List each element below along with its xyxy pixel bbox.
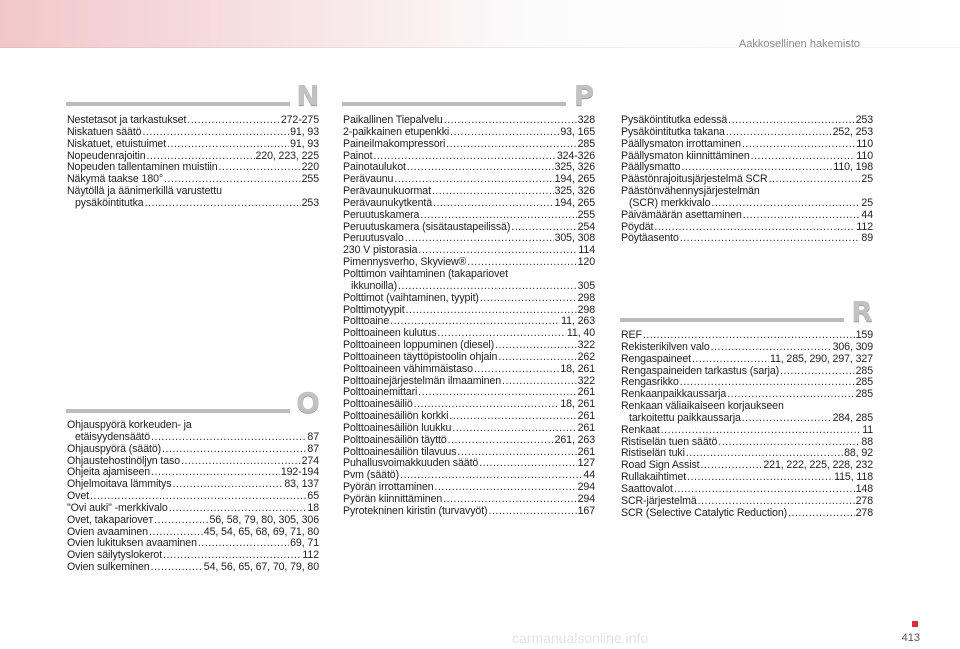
- index-entry-pages: 285: [855, 364, 873, 377]
- index-entry-pages: 167: [577, 504, 595, 517]
- leader-dots: [172, 479, 283, 491]
- leader-dots: [661, 425, 861, 437]
- index-entry-title: Perävaunukytkentä: [343, 196, 432, 209]
- index-entry-pages: 83, 137: [284, 478, 319, 491]
- index-entry-title: Pyörän irrottaminen: [343, 481, 434, 494]
- index-entry-title: Ohjelmoitava lämmitys: [67, 478, 172, 491]
- index-entry-title: Renkaan väliaikaiseen korjaukseen: [621, 400, 784, 413]
- leader-dots: [680, 233, 861, 245]
- index-entry-title: Pvm (säätö): [343, 469, 400, 482]
- index-entry-pages: 11, 40: [566, 327, 595, 340]
- index-entry-title: tarkoitettu paikkaussarja: [629, 411, 741, 424]
- leader-dots: [169, 503, 307, 515]
- leader-dots: [433, 198, 554, 210]
- index-entry: [343, 506, 595, 518]
- index-entry-pages: 25: [861, 173, 873, 186]
- section-heading-p: [342, 79, 598, 112]
- index-entry-pages: 87: [307, 442, 319, 455]
- index-entry-title: Nopeudenrajoitin: [67, 149, 146, 162]
- leader-dots: [498, 352, 576, 364]
- index-entry-pages: 110, 198: [833, 161, 873, 174]
- index-entry-title: Pysäköintitutka takana: [621, 125, 725, 138]
- index-entry: [343, 139, 595, 151]
- index-entry-title: Polttoaineen vähimmäistaso: [343, 362, 473, 375]
- index-entry-title: Rengaspaineiden tarkastus (sarja): [621, 364, 780, 377]
- index-entry-pages: 148: [855, 482, 873, 495]
- section-letter-n: N: [296, 79, 320, 112]
- index-entry-title: Polttoainesäiliön luukku: [343, 421, 452, 434]
- index-entry-title: Päällysmaton irrottaminen: [621, 137, 741, 150]
- index-entry-pages: 324-326: [556, 149, 595, 162]
- index-entry-pages: 305: [577, 279, 595, 292]
- index-entry: [343, 423, 595, 435]
- index-entry-title: Polttoainejärjestelmän ilmaaminen: [343, 374, 502, 387]
- index-entry-pages: 278: [855, 506, 873, 519]
- index-entry-pages: 253: [301, 196, 319, 209]
- leader-dots: [742, 139, 855, 151]
- index-entry-title: Polttoainesäiliön täyttö: [343, 433, 447, 446]
- index-entry-pages: 91, 93: [290, 125, 319, 138]
- index-entry-pages: 93, 165: [560, 125, 595, 138]
- index-entry: [621, 413, 873, 425]
- leader-dots: [219, 162, 301, 174]
- leader-dots: [151, 562, 203, 574]
- index-entry-pages: 194, 265: [554, 196, 595, 209]
- index-entry-title: Niskatuet, etuistuimet: [67, 137, 167, 150]
- index-entry-pages: 325, 326: [554, 185, 595, 198]
- index-entry-pages: 298: [577, 303, 595, 316]
- leader-dots: [151, 432, 306, 444]
- leader-dots: [674, 484, 855, 496]
- leader-dots: [449, 411, 576, 423]
- leader-dots: [692, 354, 769, 366]
- leader-dots: [198, 538, 289, 550]
- leader-dots: [502, 376, 577, 388]
- index-entry-title: Polttimot (vaihtaminen, tyypit): [343, 291, 479, 304]
- index-entry-title: Niskatuen säätö: [67, 125, 142, 138]
- index-entry-pages: 252, 253: [832, 125, 873, 138]
- index-entry-title: pysäköintitutka: [75, 196, 144, 209]
- index-entry: [343, 364, 595, 376]
- section-rule: [66, 102, 290, 106]
- index-entry-pages: 56, 58, 79, 80, 305, 306: [209, 513, 319, 526]
- section-rule: [620, 318, 844, 322]
- index-entry-pages: 88, 92: [844, 447, 873, 460]
- index-entry-pages: 322: [577, 339, 595, 352]
- index-entry-title: Polttimon vaihtaminen (takapariovet: [343, 267, 508, 280]
- index-entry-title: Polttoaineen kulutus: [343, 327, 437, 340]
- leader-dots: [480, 293, 577, 305]
- index-entry-pages: 159: [855, 329, 873, 341]
- index-entry: [343, 352, 595, 364]
- leader-dots: [145, 198, 301, 210]
- index-entry-title: Ristiselän tuki: [621, 447, 685, 460]
- index-entry-pages: 261: [577, 445, 595, 458]
- index-entry: [343, 127, 595, 139]
- index-entry: [67, 127, 319, 139]
- index-entry: [621, 496, 873, 508]
- leader-dots: [452, 423, 576, 435]
- index-entry-title: Päästönvähennysjärjestelmän: [621, 185, 760, 198]
- index-entry-pages: 261: [577, 410, 595, 423]
- index-entry-title: Nopeuden tallentaminen muistiin: [67, 161, 218, 174]
- index-entry-title: Polttimotyypit: [343, 303, 405, 316]
- leader-dots: [398, 281, 577, 293]
- index-entry-title: (SCR) merkkivalo: [629, 196, 711, 209]
- index-entry: [67, 444, 319, 456]
- leader-dots: [406, 305, 577, 317]
- index-entry: [343, 198, 595, 210]
- index-list-p-continued: [621, 115, 873, 245]
- index-entry-title: REF: [621, 329, 642, 341]
- index-entry-title: 2-paikkainen etupenkki: [343, 125, 450, 138]
- index-entry-title: Polttoainesäiliö: [343, 398, 413, 411]
- index-entry-pages: 261: [577, 386, 595, 399]
- index-list-r: [621, 330, 873, 520]
- index-entry-title: Näytöllä ja äänimerkillä varustettu: [67, 185, 222, 198]
- index-entry-title: Pyrotekninen kiristin (turvavyöt): [343, 504, 488, 517]
- index-entry-title: Päällysmatto: [621, 161, 681, 174]
- leader-dots: [788, 508, 855, 520]
- page-header-title: Aakkosellinen hakemisto: [738, 38, 860, 50]
- index-entry: [621, 139, 873, 151]
- index-entry-pages: 11, 285, 290, 297, 327: [769, 352, 873, 365]
- index-entry-pages: 221, 222, 225, 228, 232: [763, 459, 873, 472]
- index-entry-title: 230 V pistorasia: [343, 244, 418, 257]
- index-entry-pages: 278: [855, 494, 873, 507]
- leader-dots: [726, 127, 832, 139]
- index-entry-pages: 112: [856, 220, 873, 233]
- index-entry-pages: 54, 56, 65, 67, 70, 79, 80: [203, 561, 319, 574]
- leader-dots: [479, 458, 576, 470]
- index-entry-pages: 88: [861, 435, 873, 448]
- index-entry-title: Painot: [343, 149, 373, 162]
- index-entry-pages: 325, 326: [554, 161, 595, 174]
- index-entry-title: Ovet, takaparioveт: [67, 513, 154, 526]
- leader-dots: [780, 366, 855, 378]
- leader-dots: [405, 233, 554, 245]
- index-entry-pages: 91, 93: [290, 137, 319, 150]
- index-entry-pages: 272-275: [280, 114, 319, 126]
- index-entry-title: Näkymä taakse 180°: [67, 173, 164, 186]
- index-entry-title: Nestetasot ja tarkastukset: [67, 114, 187, 126]
- index-entry-pages: 45, 54, 65, 68, 69, 71, 80: [203, 525, 319, 538]
- index-entry-title: Puhallusvoimakkuuden säätö: [343, 457, 479, 470]
- section-letter-p: P: [573, 79, 595, 112]
- leader-dots: [432, 186, 554, 198]
- index-entry-title: Pyörän kiinnittäminen: [343, 493, 443, 505]
- index-entry-pages: 285: [855, 388, 873, 401]
- section-heading-o: [66, 386, 322, 419]
- leader-dots: [495, 340, 577, 352]
- leader-dots: [743, 210, 861, 222]
- index-entry-title: Päästönrajoitusjärjestelmä SCR: [621, 173, 768, 186]
- leader-dots: [187, 115, 280, 127]
- index-entry-pages: 220, 223, 225: [255, 149, 319, 162]
- leader-dots: [448, 435, 554, 447]
- leader-dots: [435, 482, 577, 494]
- index-entry-title: Polttoainesäiliön tilavuus: [343, 445, 457, 458]
- index-entry-pages: 11: [862, 423, 873, 436]
- index-entry-title: Renkaat: [621, 423, 660, 436]
- leader-dots: [407, 162, 554, 174]
- index-entry-title: Pöytäasento: [621, 232, 679, 245]
- index-entry-pages: 261: [577, 421, 595, 434]
- leader-dots: [687, 472, 833, 484]
- index-entry-pages: 262: [577, 350, 595, 363]
- index-entry-title: Polttoainemittari: [343, 386, 418, 399]
- index-entry-title: Saattovalot: [621, 482, 673, 495]
- index-entry-pages: 87: [307, 430, 319, 443]
- index-entry-title: Ovien lukituksen avaaminen: [67, 537, 197, 550]
- index-entry-pages: 274: [301, 454, 319, 467]
- index-list-n: [67, 115, 319, 210]
- index-entry-title: Ohjauspyörä korkeuden- ja: [67, 419, 192, 431]
- index-entry-pages: 11, 263: [561, 315, 595, 328]
- leader-dots: [742, 413, 832, 425]
- index-entry-pages: 44: [583, 469, 595, 482]
- index-entry-title: Rullakaihtimet: [621, 471, 687, 484]
- leader-dots: [420, 210, 576, 222]
- index-entry-title: Rengaspaineet: [621, 352, 691, 365]
- index-entry: [343, 435, 595, 447]
- leader-dots: [711, 342, 832, 354]
- index-entry: [67, 198, 319, 210]
- index-entry: [621, 342, 873, 354]
- index-entry-title: Paineilmakompressori: [343, 137, 446, 150]
- index-entry-title: Pysäköintitutka edessä: [621, 114, 728, 126]
- leader-dots: [769, 174, 861, 186]
- index-entry-title: SCR (Selective Catalytic Reduction): [621, 506, 788, 519]
- leader-dots: [718, 437, 860, 449]
- index-entry-title: Polttoainesäiliön korkki: [343, 410, 449, 423]
- index-entry-title: Polttoaineen loppuminen (diesel): [343, 339, 495, 352]
- index-entry-pages: 294: [577, 481, 595, 494]
- index-entry-title: Painotaulukot: [343, 161, 406, 174]
- index-entry: [67, 139, 319, 151]
- index-entry-title: SCR-järjestelmä: [621, 494, 697, 507]
- index-entry-title: Ovien sulkeminen: [67, 561, 150, 574]
- index-entry: [621, 198, 873, 210]
- index-entry-title: Polttoaine: [343, 315, 390, 328]
- index-entry-pages: 110: [856, 137, 873, 150]
- section-letter-r: R: [851, 295, 873, 328]
- leader-dots: [450, 127, 559, 139]
- index-entry-title: Road Sign Assist: [621, 459, 700, 472]
- section-heading-r: [620, 295, 876, 328]
- leader-dots: [711, 198, 860, 210]
- leader-dots: [488, 506, 576, 518]
- index-entry-pages: 194, 265: [554, 173, 595, 186]
- index-entry: [67, 562, 319, 574]
- index-entry: [343, 281, 595, 293]
- index-entry-title: Päällysmaton kiinnittäminen: [621, 149, 750, 162]
- index-entry-title: Ohjauspyörä (säätö): [67, 442, 162, 455]
- leader-dots: [142, 127, 289, 139]
- index-entry-pages: 254: [577, 220, 595, 233]
- index-entry-title: Ohjeita ajamiseen: [67, 466, 151, 479]
- index-entry-title: Perävaunukuormat: [343, 185, 431, 198]
- page-marker: [912, 621, 918, 627]
- index-entry: [621, 508, 873, 520]
- index-entry-title: ikkunoilla): [351, 279, 398, 292]
- index-entry-pages: 18: [307, 501, 319, 514]
- index-entry-pages: 192-194: [280, 466, 319, 479]
- leader-dots: [474, 364, 559, 376]
- index-entry-pages: 44: [861, 208, 873, 221]
- index-entry-title: Perävaunu: [343, 173, 394, 186]
- index-entry-pages: 284, 285: [832, 411, 873, 424]
- index-entry: [621, 354, 873, 366]
- index-entry-pages: 261, 263: [554, 433, 595, 446]
- index-entry: [67, 503, 319, 515]
- index-entry-pages: 127: [577, 457, 595, 470]
- index-entry-pages: 65: [307, 490, 319, 503]
- index-entry-pages: 115, 118: [834, 471, 873, 484]
- index-entry-pages: 285: [577, 137, 595, 150]
- index-entry-pages: 112: [302, 549, 319, 562]
- index-entry-pages: 110: [856, 149, 873, 162]
- index-entry-pages: 253: [855, 114, 873, 126]
- section-heading-n: [66, 79, 322, 112]
- index-entry: [343, 210, 595, 222]
- index-entry-pages: 298: [577, 291, 595, 304]
- index-entry-pages: 294: [577, 493, 595, 505]
- watermark: carmanualsonline.info: [512, 630, 649, 646]
- index-entry-pages: 120: [577, 256, 595, 269]
- index-entry-pages: 18, 261: [560, 398, 595, 411]
- index-entry-pages: 25: [861, 196, 873, 209]
- index-entry-title: Ristiselän tuen säätö: [621, 435, 718, 448]
- leader-dots: [162, 444, 306, 456]
- index-entry-title: Peruutusvalo: [343, 232, 404, 245]
- index-entry-title: Peruutuskamera: [343, 208, 420, 221]
- index-entry-pages: 322: [577, 374, 595, 387]
- index-entry-title: Rekisterikilven valo: [621, 340, 710, 353]
- index-entry-title: Ohjaustehostinöljyn taso: [67, 454, 181, 467]
- index-entry-pages: 69, 71: [290, 537, 319, 550]
- section-rule: [66, 409, 290, 413]
- index-entry-pages: 328: [577, 114, 595, 126]
- index-entry: [343, 293, 595, 305]
- index-entry: [621, 425, 873, 437]
- index-entry-pages: 220: [301, 161, 319, 174]
- leader-dots: [654, 222, 855, 234]
- index-entry: [67, 432, 319, 444]
- index-list-o: [67, 420, 319, 574]
- index-entry-title: Pimennysverho, Skyview®: [343, 256, 467, 269]
- section-letter-o: O: [296, 386, 320, 419]
- index-entry-pages: 18, 261: [560, 362, 595, 375]
- index-entry-pages: 305, 308: [554, 232, 595, 245]
- index-entry-title: Ovien säilytyslokerot: [67, 549, 163, 562]
- index-entry-title: Ovet: [67, 490, 89, 503]
- leader-dots: [167, 139, 289, 151]
- index-entry: [621, 127, 873, 139]
- index-entry-pages: 285: [855, 376, 873, 389]
- page-number: 413: [901, 632, 920, 644]
- index-entry-pages: 114: [578, 244, 595, 257]
- leader-dots: [418, 387, 576, 399]
- index-entry-title: Paikallinen Tiepalvelu: [343, 114, 443, 126]
- leader-dots: [444, 115, 577, 127]
- leader-dots: [446, 139, 576, 151]
- index-entry-title: Peruutuskamera (sisätaustapeilissä): [343, 220, 511, 233]
- leader-dots: [700, 460, 762, 472]
- index-entry-title: Ovien avaaminen: [67, 525, 148, 538]
- index-entry: [67, 515, 319, 527]
- index-entry-title: Renkaanpaikkaussarja: [621, 388, 727, 401]
- index-entry: [621, 210, 873, 222]
- index-entry-pages: 255: [301, 173, 319, 186]
- index-entry-title: Pöydät: [621, 220, 654, 233]
- index-entry-pages: 306, 309: [832, 340, 873, 353]
- section-rule: [342, 102, 566, 106]
- index-entry-title: "Ovi auki" -merkkivalo: [67, 501, 168, 514]
- index-entry-pages: 255: [577, 208, 595, 221]
- index-entry-title: Rengasrikko: [621, 376, 679, 389]
- leader-dots: [154, 515, 208, 527]
- index-entry-title: etäisyydensäätö: [75, 430, 151, 443]
- index-entry-title: Polttoaineen täyttöpistoolin ohjain: [343, 350, 498, 363]
- leader-dots: [698, 496, 855, 508]
- index-entry: [621, 233, 873, 245]
- index-entry-title: Päivämäärän asettaminen: [621, 208, 742, 221]
- index-list-p: [343, 115, 595, 518]
- index-entry: [67, 479, 319, 491]
- index-entry-pages: 89: [861, 232, 873, 245]
